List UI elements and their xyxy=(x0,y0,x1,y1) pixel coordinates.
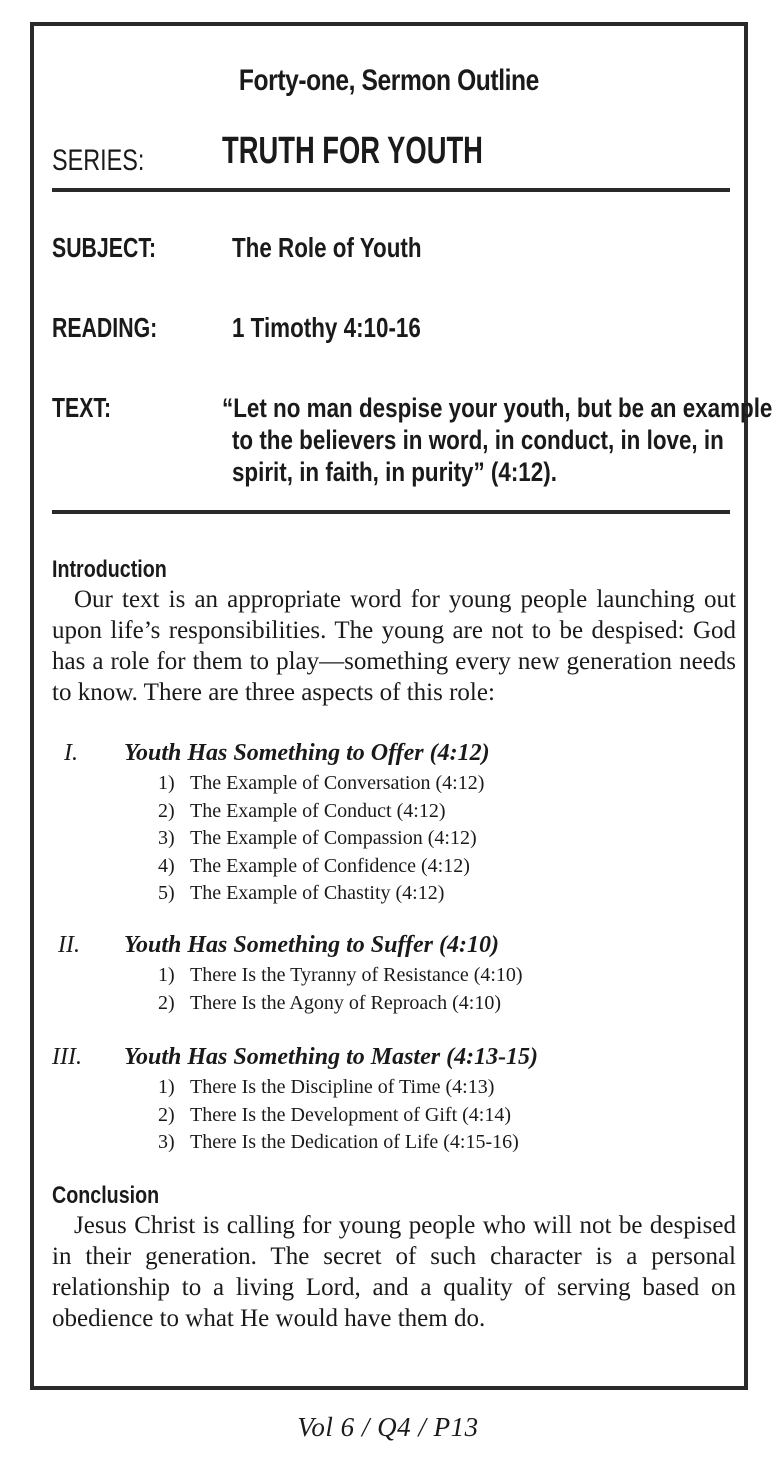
list-item: 3) There Is the Dedication of Life (4:15-16) xyxy=(158,1131,519,1153)
section-items xyxy=(158,1074,519,1157)
list-item: 2) There Is the Agony of Reproach (4:10) xyxy=(158,991,502,1014)
divider-middle xyxy=(52,510,730,514)
conclusion-text: Jesus Christ is calling for young people who will not be despised in their generation. The secret of such character is a personal relationship to a living Lord, and a quality of serving based on obedience to what He would have them do. xyxy=(52,1212,736,1332)
subject-label: SUBJECT: xyxy=(52,232,157,263)
section-numeral: I. xyxy=(64,740,78,766)
section-items xyxy=(158,770,484,908)
list-item: 1) There Is the Discipline of Time (4:13) xyxy=(158,1076,495,1098)
list-item: 1) There Is the Tyranny of Resistance (4:10) xyxy=(158,964,523,986)
section-title: Youth Has Something to Offer (4:12) xyxy=(124,740,490,766)
scripture-text xyxy=(222,392,773,488)
list-item: 3) The Example of Compassion (4:12) xyxy=(158,827,477,849)
introduction-body xyxy=(52,584,736,708)
section-numeral: III. xyxy=(52,1044,82,1070)
series-value: TRUTH FOR YOUTH xyxy=(222,130,483,172)
section-numeral: II. xyxy=(58,932,80,958)
page-title: Forty-one, Sermon Outline xyxy=(238,64,539,97)
introduction-heading: Introduction xyxy=(52,556,167,583)
conclusion-body xyxy=(52,1210,736,1334)
divider-top xyxy=(52,188,730,192)
introduction-text: Our text is an appropriate word for young people launching out upon life’s responsibilities. The young are not to be despised: God has a role for them to play—something every new generation needs to know. There are three aspects of this role: xyxy=(52,586,736,706)
list-item: 2) The Example of Conduct (4:12) xyxy=(158,799,446,822)
page-footer: Vol 6 / Q4 / P13 xyxy=(297,1412,479,1442)
outline-frame xyxy=(30,22,773,1390)
subject-value: The Role of Youth xyxy=(232,232,422,263)
list-item: 5) The Example of Chastity (4:12) xyxy=(158,882,445,904)
series-label: SERIES: xyxy=(52,144,145,177)
section-title: Youth Has Something to Master (4:13-15) xyxy=(124,1044,539,1070)
section-items xyxy=(158,962,523,1017)
conclusion-heading: Conclusion xyxy=(52,1182,160,1209)
list-item: 2) There Is the Development of Gift (4:14) xyxy=(158,1103,512,1126)
text-label: TEXT: xyxy=(52,392,112,423)
scripture-line: spirit, in faith, in purity” (4:12). xyxy=(231,457,557,487)
reading-value: 1 Timothy 4:10-16 xyxy=(232,312,421,343)
list-item: 4) The Example of Confidence (4:12) xyxy=(158,854,470,877)
scripture-line: to the believers in word, in conduct, in love, in xyxy=(231,425,724,455)
section-title: Youth Has Something to Suffer (4:10) xyxy=(124,932,499,958)
scripture-line: “Let no man despise your youth, but be an example xyxy=(222,393,773,423)
reading-label: READING: xyxy=(52,312,158,343)
list-item: 1) The Example of Conversation (4:12) xyxy=(158,772,485,794)
